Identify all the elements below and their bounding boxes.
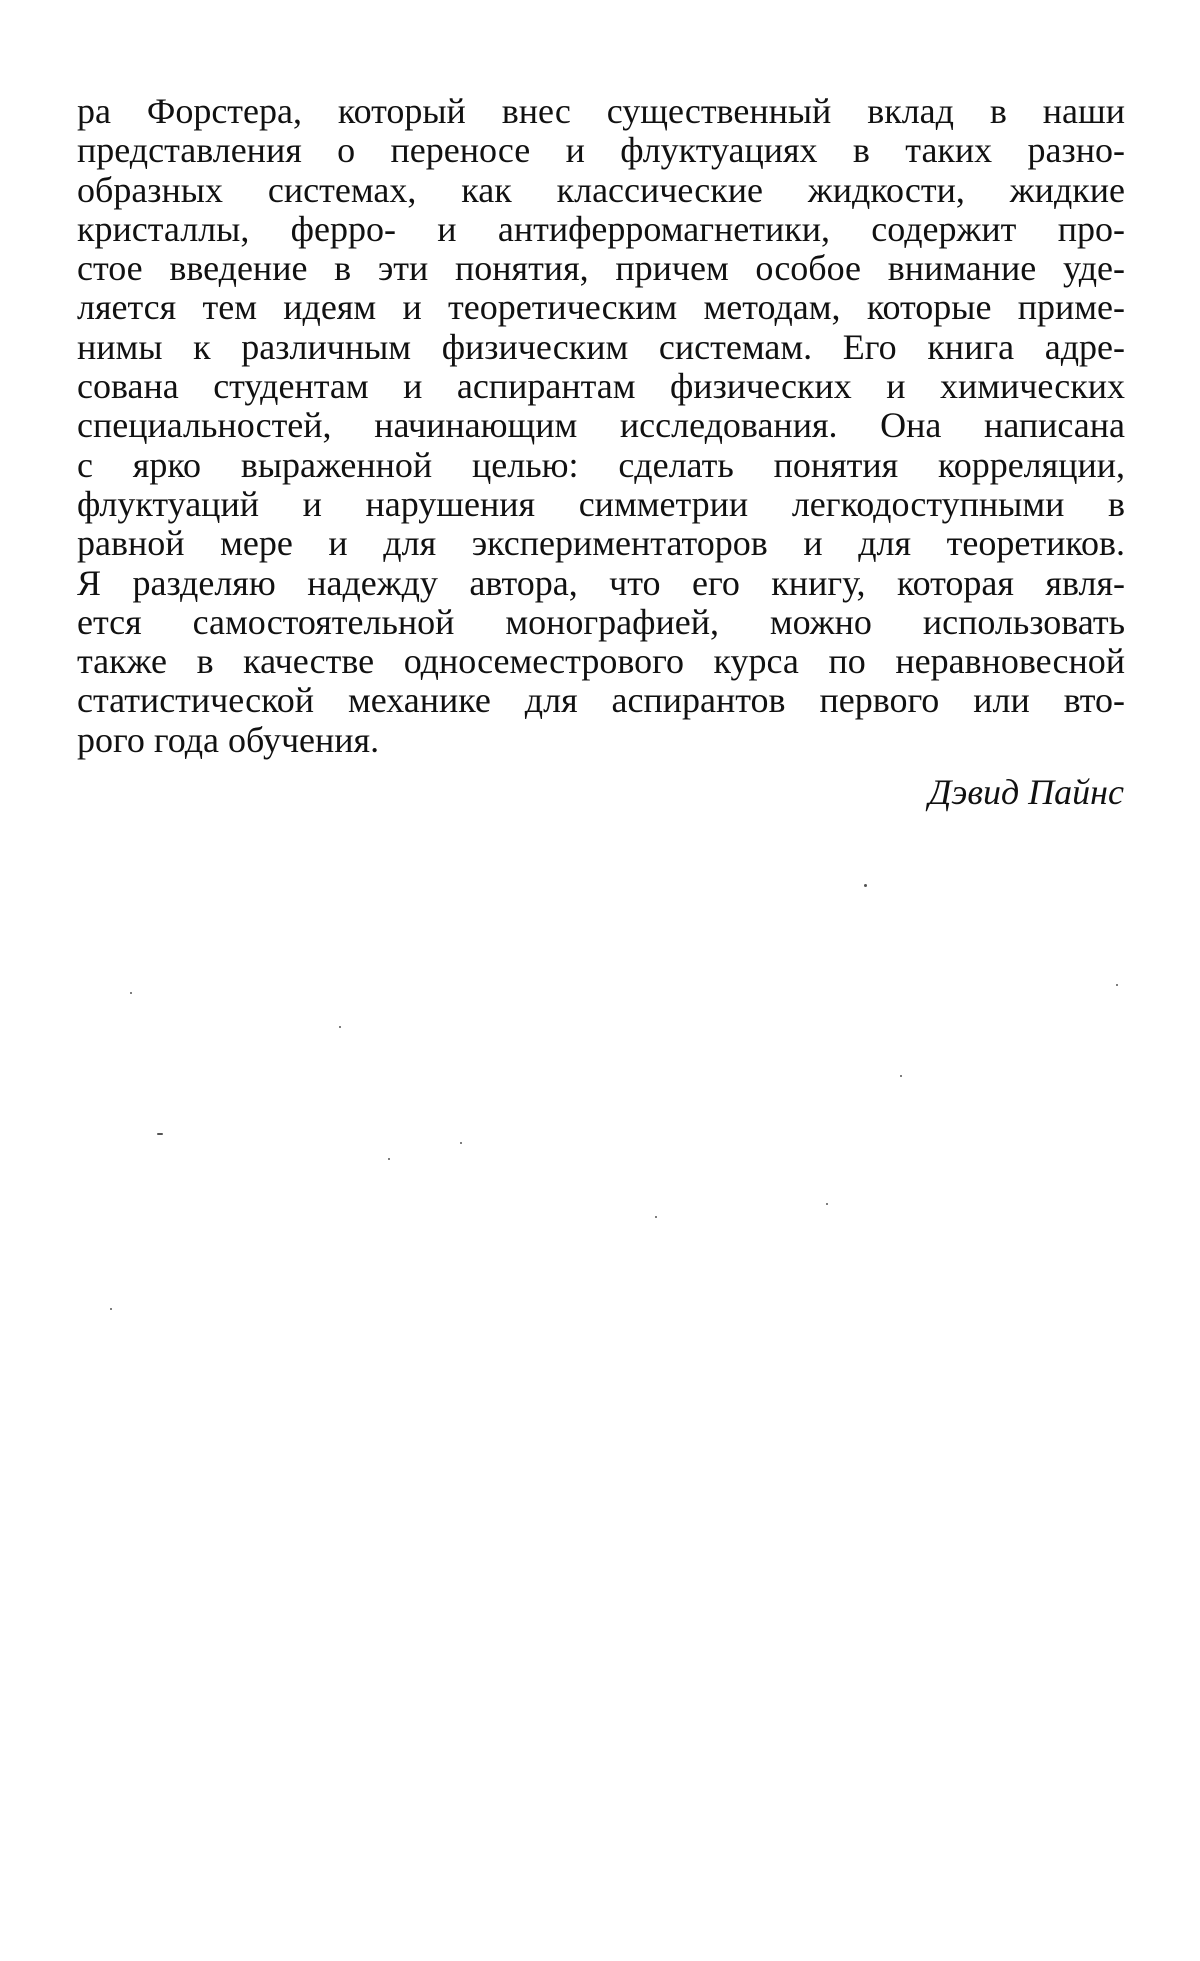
body-text (77, 92, 1125, 760)
scan-speck (655, 1216, 657, 1218)
text-line: кристаллы, ферро- и антиферромагнетики, содержит про- (77, 208, 1125, 249)
text-line: ра Форстера, который внес существенный вклад в наши (77, 91, 1125, 131)
author-signature: Дэвид Пайнс (928, 772, 1124, 812)
text-line: образных системах, как классические жидкости, жидкие (77, 169, 1125, 210)
scan-speck (900, 1075, 902, 1077)
text-line: стое введение в эти понятия, причем особое внимание уде- (77, 248, 1125, 289)
text-line-last: рого года обучения. (77, 719, 380, 760)
scan-speck (339, 1026, 341, 1028)
text-line: с ярко выраженной целью: сделать понятия корреляции, (77, 444, 1125, 485)
scan-speck (864, 884, 867, 887)
text-line: ется самостоятельной монографией, можно использовать (77, 601, 1125, 642)
scan-speck (1116, 984, 1118, 986)
text-line: специальностей, начинающим исследования. Она написана (77, 405, 1125, 446)
scan-speck (826, 1203, 828, 1205)
text-line: флуктуаций и нарушения симметрии легкодоступными в (77, 483, 1125, 524)
text-line: сована студентам и аспирантам физических и химических (77, 366, 1125, 407)
scan-speck (157, 1133, 163, 1135)
scan-speck (110, 1308, 112, 1310)
scan-speck (388, 1158, 390, 1160)
text-line: Я разделяю надежду автора, что его книгу, которая явля- (77, 562, 1125, 603)
text-line: представления о переносе и флуктуациях в таких разно- (77, 130, 1125, 171)
text-line: статистической механике для аспирантов первого или вто- (77, 680, 1125, 721)
text-line: ляется тем идеям и теоретическим методам, которые приме- (77, 287, 1125, 328)
text-line: равной мере и для экспериментаторов и для теоретиков. (77, 523, 1125, 564)
text-line: нимы к различным физическим системам. Его книга адре- (77, 326, 1125, 367)
scan-speck (460, 1142, 462, 1144)
scan-speck (130, 992, 132, 994)
text-line: также в качестве односеместрового курса по неравновесной (77, 641, 1125, 682)
